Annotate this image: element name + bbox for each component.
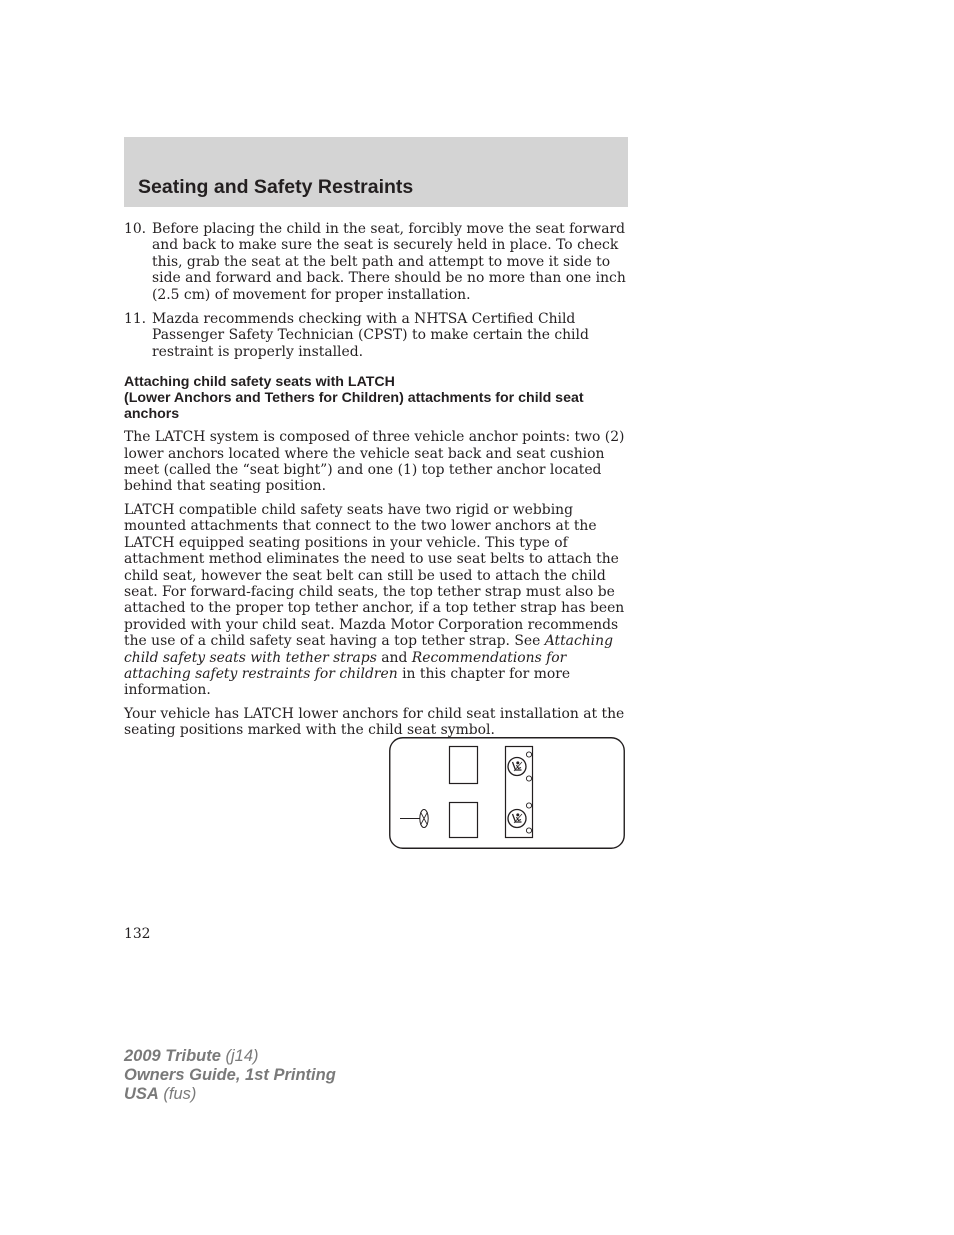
footer-market: USA (124, 1085, 159, 1103)
front-seat-right (450, 803, 478, 838)
anchor-point-icon (526, 828, 531, 833)
cross-reference-link: Attaching child safety seats with tether straps (124, 633, 613, 666)
footer-code: (j14) (220, 1047, 259, 1065)
list-item (124, 221, 630, 303)
document-footer (124, 1047, 336, 1104)
child-seat-icon (508, 810, 526, 828)
section-header-band (124, 137, 628, 207)
list-item (124, 311, 630, 360)
paragraph-text: and (376, 649, 412, 666)
latch-seating-diagram (389, 737, 625, 849)
vehicle-outline (390, 738, 625, 849)
page-number: 132 (124, 926, 151, 942)
child-seat-icon (508, 758, 526, 776)
paragraph: Your vehicle has LATCH lower anchors for child seat installation at the seating positions marked with the child seat symbol. (124, 705, 625, 739)
footer-edition: Owners Guide, 1st Printing (124, 1066, 336, 1084)
cross-reference-link: Recommendations for attaching safety restraints for children (124, 649, 567, 682)
footer-line (124, 1085, 336, 1104)
front-seat-left (450, 747, 478, 784)
footer-code: (fus) (158, 1085, 197, 1103)
anchor-point-icon (526, 752, 531, 757)
step-number: 10. (124, 221, 147, 237)
section-heading (124, 374, 630, 422)
anchor-point-icon (526, 803, 531, 808)
section-heading-line: (Lower Anchors and Tethers for Children) attachments for child seat anchors (124, 390, 584, 423)
step-text: Before placing the child in the seat, forcibly move the seat forward and back to make sure the seat is securely held in place. To check this, grab the seat at the belt path and attempt to move it side to side and forward and back. There should be no more than one inch (2.5 cm) of movement for proper installation. (152, 221, 626, 303)
footer-line (124, 1047, 336, 1066)
step-number: 11. (124, 311, 147, 328)
page-title: Seating and Safety Restraints (138, 176, 414, 198)
anchor-point-icon (526, 776, 531, 781)
main-content (124, 221, 630, 746)
section-heading-line: Attaching child safety seats with LATCH (124, 374, 395, 391)
footer-model: 2009 Tribute (124, 1047, 221, 1065)
paragraph: The LATCH system is composed of three vehicle anchor points: two (2) lower anchors located where the vehicle seat back and seat cushion meet (called the “seat bight”) and one (1) top tether anchor located behind that seating position. (124, 429, 625, 495)
paragraph-text: in this chapter for more information. (124, 665, 571, 699)
step-text: Mazda recommends checking with a NHTSA Certified Child Passenger Safety Technician (CPST) to make certain the child restraint is properly installed. (152, 311, 589, 360)
paragraph-text: LATCH compatible child safety seats have two rigid or webbing mounted attachments that connect to the two lower anchors at the LATCH equipped seating positions in your vehicle. This type of attachment method eliminates the need to use seat belts to attach the child seat, however the seat belt can still be used to attach the child seat. For forward-facing child seats, the top tether strap must also be attached to the proper top tether anchor, if a top tether strap has been provided with your child seat. Mazda Motor Corporation recommends the use of a child safety seat having a top tether strap. See (124, 501, 625, 650)
steering-wheel-icon (400, 810, 428, 828)
vehicle-seat-layout-svg (389, 737, 625, 849)
paragraph (124, 502, 630, 699)
